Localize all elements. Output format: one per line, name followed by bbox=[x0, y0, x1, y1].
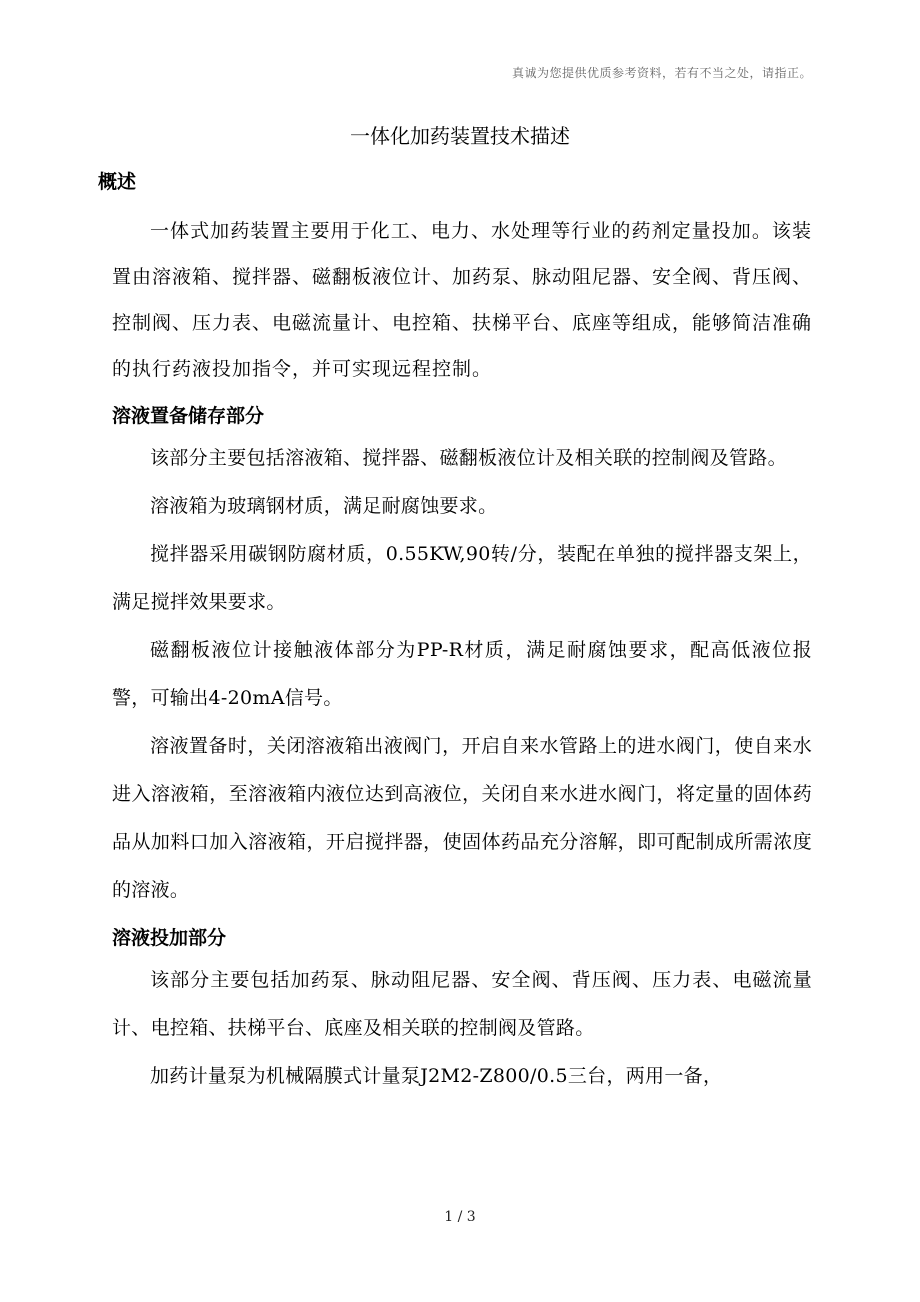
paragraph-tank: 溶液箱为玻璃钢材质，满足耐腐蚀要求。 bbox=[150, 495, 498, 517]
paragraph-metering-pump: 加药计量泵为机械隔膜式计量泵J2M2-Z800/0.5三台，两用一备， bbox=[150, 1065, 723, 1087]
document-title: 一体化加药装置技术描述 bbox=[350, 124, 570, 148]
section-heading-dosing: 溶液投加部分 bbox=[112, 927, 227, 949]
paragraph-dosing-scope: 该部分主要包括加药泵、脉动阻尼器、安全阀、背压阀、压力表、电磁流量计、电控箱、扶梯平台、底座及相关联的控制阀及管路。 bbox=[112, 969, 812, 1039]
section-heading-storage: 溶液置备储存部分 bbox=[112, 405, 265, 427]
paragraph-mixer: 搅拌器采用碳钢防腐材质，0.55KW,90转/分，装配在单独的搅拌器支架上，满足搅拌效果要求。 bbox=[112, 543, 812, 613]
paragraph-level-gauge: 磁翻板液位计接触液体部分为PP-R材质，满足耐腐蚀要求，配高低液位报警，可输出4-20mA信号。 bbox=[112, 639, 812, 709]
section-heading-overview: 概述 bbox=[98, 171, 137, 193]
header-note: 真诚为您提供优质参考资料，若有不当之处，请指正。 bbox=[511, 66, 812, 80]
page-number: 1 / 3 bbox=[444, 1209, 476, 1225]
paragraph-preparation: 溶液置备时，关闭溶液箱出液阀门，开启自来水管路上的进水阀门，使自来水进入溶液箱，至溶液箱内液位达到高液位，关闭自来水进水阀门，将定量的固体药品从加料口加入溶液箱，开启搅拌器，使固体药品充分溶解，即可配制成所需浓度的溶液。 bbox=[112, 735, 812, 901]
paragraph-overview: 一体式加药装置主要用于化工、电力、水处理等行业的药剂定量投加。该装置由溶液箱、搅拌器、磁翻板液位计、加药泵、脉动阻尼器、安全阀、背压阀、控制阀、压力表、电磁流量计、电控箱、扶梯平台、底座等组成，能够简洁准确的执行药液投加指令，并可实现远程控制。 bbox=[112, 220, 813, 380]
paragraph-storage-scope: 该部分主要包括溶液箱、搅拌器、磁翻板液位计及相关联的控制阀及管路。 bbox=[150, 447, 787, 469]
document-body bbox=[98, 168, 813, 1100]
